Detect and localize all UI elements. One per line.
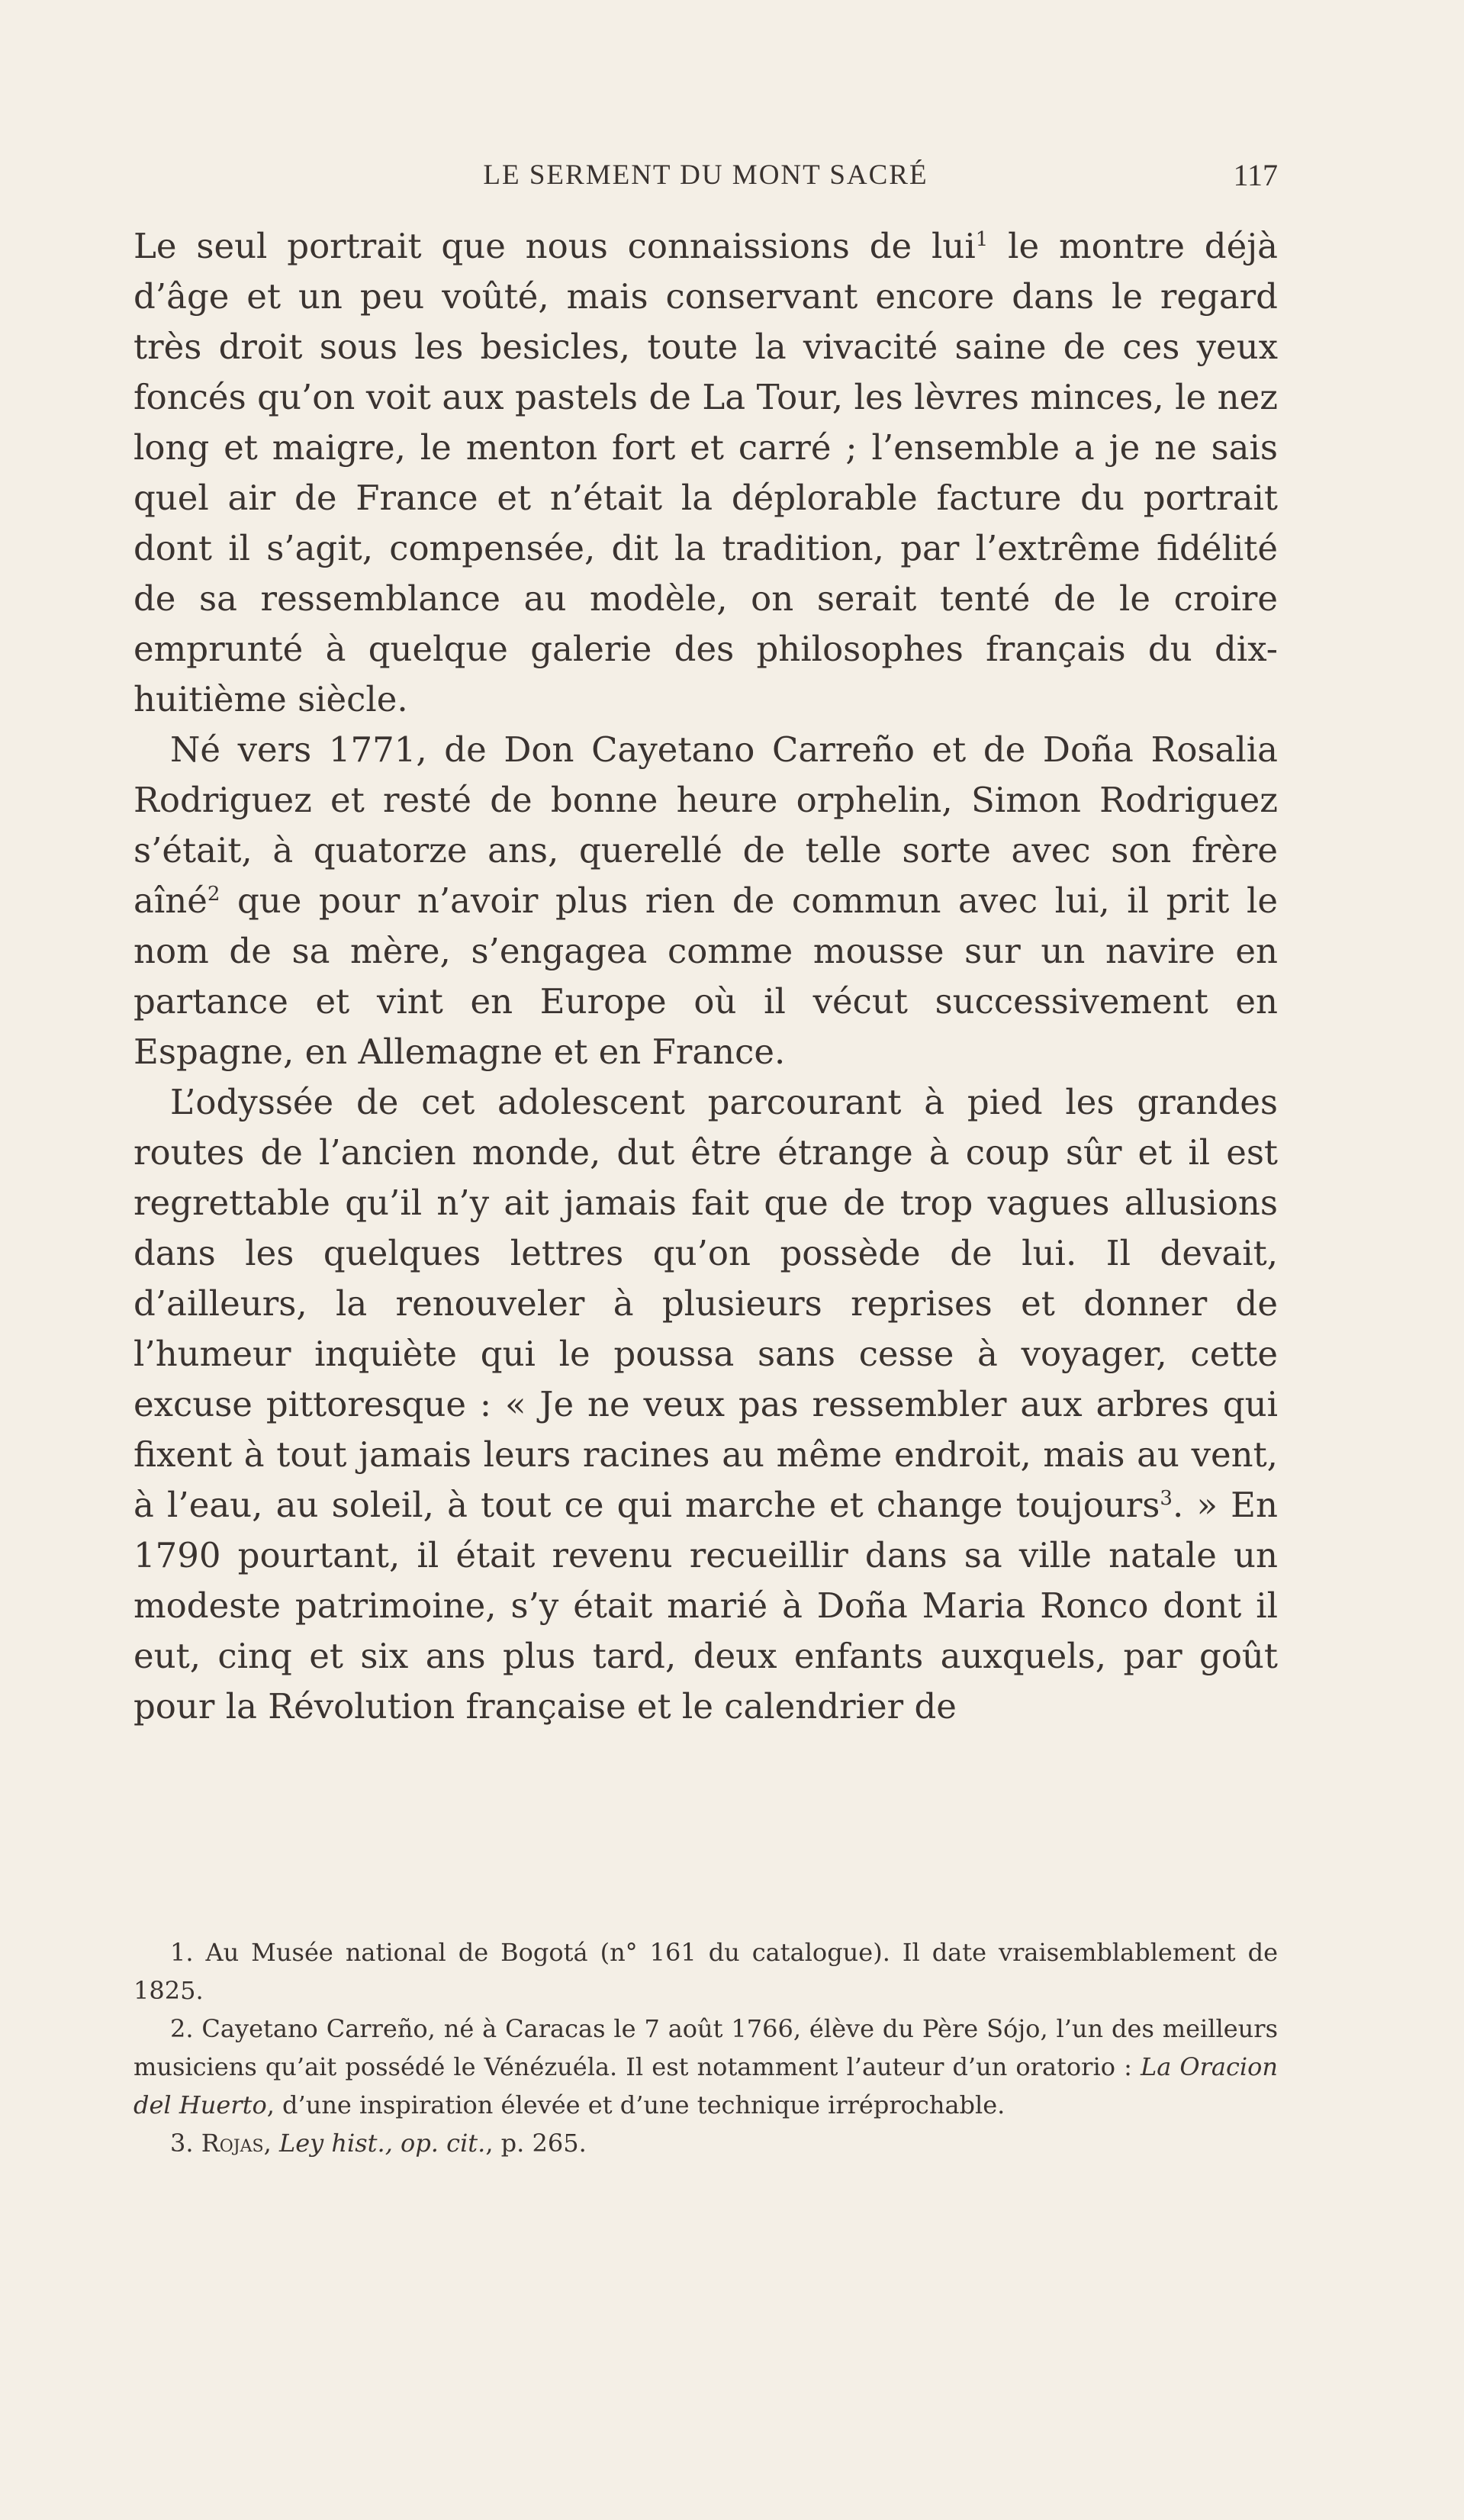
running-title: LE SERMENT DU MONT SACRÉ <box>483 159 928 191</box>
footnote-1: 1. Au Musée national de Bogotá (n° 161 du catalogue). Il date vraisemblablement de 1825. <box>134 1938 1278 2005</box>
book-page <box>134 0 1278 2520</box>
paragraph-3: L’odyssée de cet adolescent parcourant à pied les grandes routes de l’ancien monde, dut être étrange à coup sûr et il est regrettable qu’il n’y ait jamais fait que de trop vagues allusions dans les quelques lettres qu’on possède de lui. Il devait, d’ailleurs, la renouveler à plusieurs reprises et donner de l’humeur inquiète qui le poussa sans cesse à voyager, cette excuse pittoresque : « Je ne veux pas ressembler aux arbres qui fixent à tout jamais leurs racines au même endroit, mais au vent, à l’eau, au soleil, à tout ce qui marche et change toujours$^3$. » En 1790 pourtant, il était revenu recueillir dans sa ville natale un modeste patrimoine, s’y était marié à Doña Maria Ronco dont il eut, cinq et six ans plus tard, deux enfants auxquels, par goût pour la Révolution française et le calendrier de <box>134 1082 1278 1727</box>
work-title: Ley hist., op. cit. <box>278 2129 486 2158</box>
footnote-ref-1: 1 <box>975 228 989 251</box>
footnote-ref-3: 3 <box>1160 1487 1173 1510</box>
oratorio-title: La Oracion del Huerto <box>134 2052 1279 2119</box>
page-number: 117 <box>1233 158 1278 192</box>
paragraph-1: Le seul portrait que nous connaissions de lui$^1$ le montre déjà d’âge et un peu voûté, mais conservant encore dans le regard très droit sous les besicles, toute la vivacité saine de ces yeux foncés qu’on voit aux pastels de La Tour, les lèvres minces, le nez long et maigre, le menton fort et carré ; l’ensemble a je ne sais quel air de France et n’était la déplorable facture du portrait dont il s’agit, compensée, dit la tradition, par l’extrême fidélité de sa ressemblance au modèle, on serait tenté de le croire emprunté à quelque galerie des philosophes français du dix-huitième siècle. <box>134 226 1279 719</box>
author-name: Rojas <box>201 2129 264 2158</box>
main-text <box>134 221 1278 1732</box>
running-head <box>134 150 1278 195</box>
footnote-2: 2. Cayetano Carreño, né à Caracas le 7 août 1766, élève du Père Sójo, l’un des meilleurs musiciens qu’ait possédé le Vénézuéla. Il est notamment l’auteur d’un oratorio : La Oracion del Huerto, d’une inspiration élevée et d’une technique irréprochable. <box>134 2014 1279 2119</box>
footnote-ref-2: 2 <box>207 883 220 906</box>
footnote-3: 3. Rojas, Ley hist., op. cit., p. 265. <box>170 2129 587 2158</box>
footnotes <box>134 1933 1278 2162</box>
paragraph-2: Né vers 1771, de Don Cayetano Carreño et de Doña Rosalia Rodriguez et resté de bonne heure orphelin, Simon Rodriguez s’était, à quatorze ans, querellé de telle sorte avec son frère aîné$^2$ que pour n’avoir plus rien de commun avec lui, il prit le nom de sa mère, s’engagea comme mousse sur un navire en partance et vint en Europe où il vécut successivement en Espagne, en Allemagne et en France. <box>134 729 1278 1072</box>
